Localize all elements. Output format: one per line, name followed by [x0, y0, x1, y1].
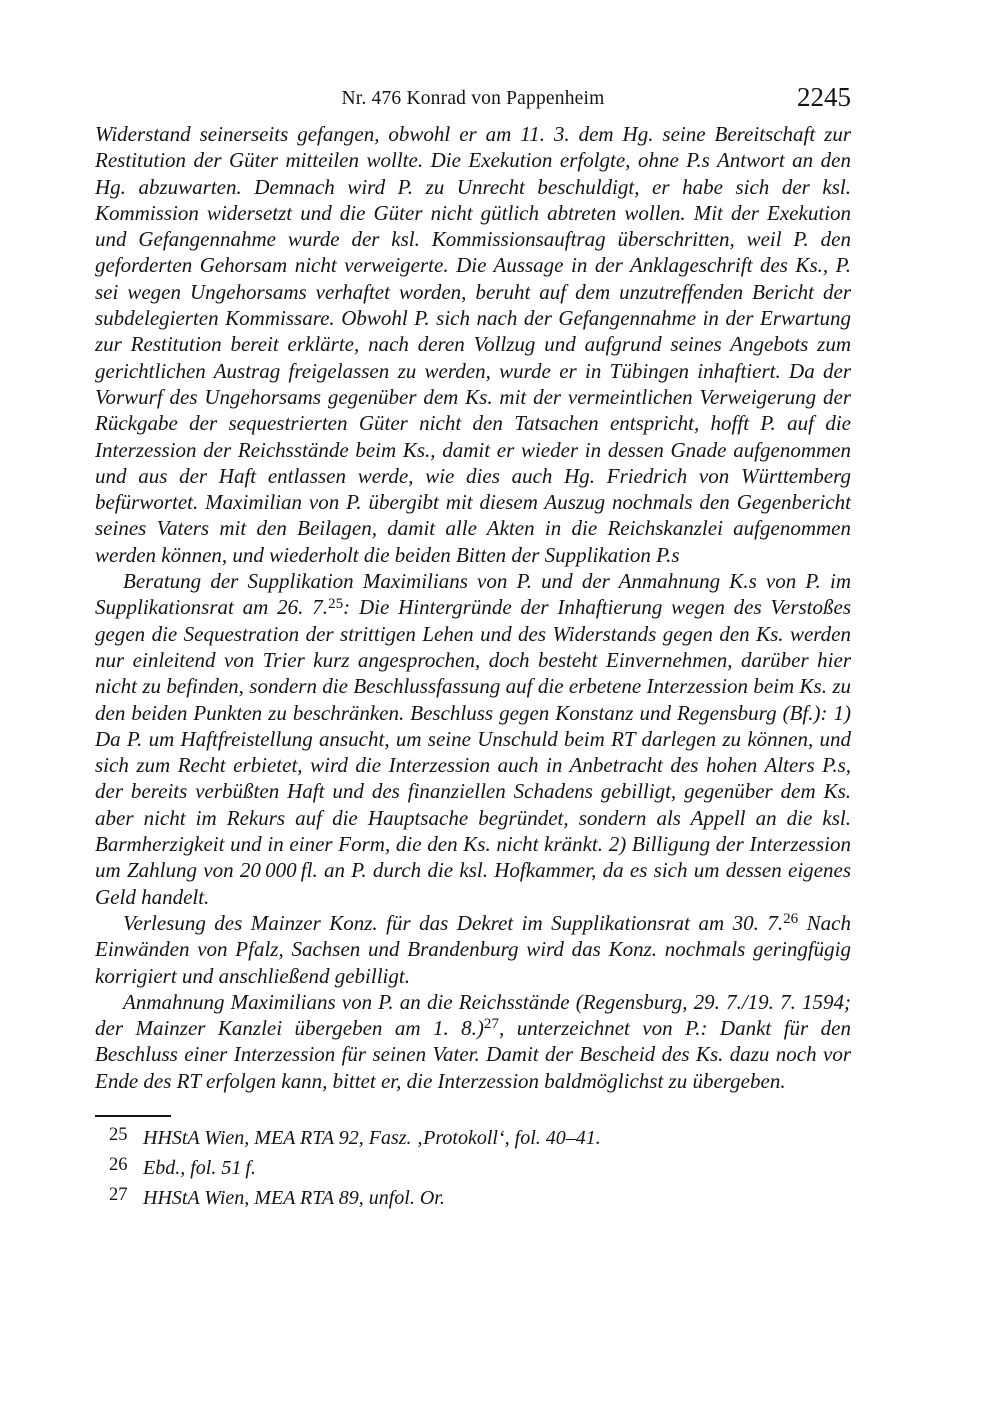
footnote-reference: 27: [483, 1016, 500, 1033]
footnotes-section: [95, 1115, 851, 1214]
paragraph-regest-continuation: Widerstand seinerseits gefangen, obwohl er am 11. 3. dem Hg. seine Bereitschaft zur Restitution der Güter mitteilen wollte. Die Exekution erfolgte, ohne P.s Antwort an den Hg. abzuwarten. Demnach wird P. zu Unrecht beschuldigt, er habe sich der ksl. Kommission widersetzt und die Güter nicht gütlich abtreten wollen. Mit der Exekution und Gefangennahme wurde der ksl. Kommissionsauftrag überschritten, weil P. den geforderten Gehorsam nicht verweigerte. Die Aussage in der Anklageschrift des Ks., P. sei wegen Ungehorsams verhaftet worden, beruht auf dem unzutreffenden Bericht der subdelegierten Kommissare. Obwohl P. sich nach der Gefangennahme in der Erwartung zur Restitution bereit erklärte, nach deren Vollzug und aufgrund seines Angebots zum gerichtlichen Austrag freigelassen zu werden, wurde er in Tübingen inhaftiert. Da der Vorwurf des Ungehorsams gegenüber dem Ks. mit der vermeintlichen Verweigerung der Rückgabe der sequestrierten Güter nicht den Tatsachen entspricht, hofft P. auf die Interzession der Reichsstände beim Ks., damit er wieder in dessen Gnade aufgenommen und aus der Haft entlassen werde, wie dies auch Hg. Friedrich von Württemberg befürwortet. Maximilian von P. übergibt mit diesem Auszug nochmals den Gegenbericht seines Vaters mit den Beilagen, damit alle Akten in die Reichskanzlei aufgenommen werden können, und wiederholt die beiden Bitten der Supplikation P.s: [95, 122, 851, 567]
footnote-reference: 25: [328, 595, 344, 612]
footnote-number: 26: [109, 1154, 128, 1175]
footnote-27: [95, 1184, 851, 1214]
running-header-title: Nr. 476 Konrad von Pappenheim: [341, 88, 605, 109]
paragraph-anmahnung-maximilians: Anmahnung Maximilians von P. an die Reichsstände (Regensburg, 29. 7./19. 7. 1594; der Mainzer Kanzlei übergeben am 1. 8.)$^{27}$, unterzeichnet von P.: Dankt für den Beschluss einer Interzession für seinen Vater. Damit der Bescheid des Ks. dazu noch vor Ende des RT erfolgen kann, bittet er, die Interzession baldmöglichst zu übergeben.: [95, 989, 851, 1093]
footnote-number: 25: [109, 1124, 128, 1145]
footnote-reference: 26: [783, 911, 799, 928]
paragraph-beratung-supplikationsrat: Beratung der Supplikation Maximilians von P. und der Anmahnung K.s von P. im Supplikationsrat am 26. 7.25: Die Hintergründe der Inhaftierung wegen des Verstoßes gegen die Sequestration der strittigen Lehen und des Widerstands gegen den Ks. werden nur einleitend von Trier kurz angesprochen, doch besteht Einvernehmen, darüber hier nicht zu befinden, sondern die Beschlussfassung auf die erbetene Interzession beim Ks. zu den beiden Punkten zu beschränken. Beschluss gegen Konstanz und Regensburg (Bf.): 1) Da P. um Haftfreistellung ansucht, um seine Unschuld beim RT darlegen zu können, und sich zum Recht erbietet, wird die Interzession auch in Anbetracht des hohen Alters P.s, der bereits verbüßten Haft und des finanziellen Schadens gebilligt, gegenüber dem Ks. aber nicht im Rekurs auf die Hauptsache begründet, sondern als Appell an die ksl. Barmherzigkeit und in einer Form, die den Ks. nicht kränkt. 2) Billigung der Interzession um Zahlung von 20 000 fl. an P. durch die ksl. Hofkammer, da es sich um dessen eigenes Geld handelt.: [95, 569, 851, 909]
footnote-text: HHStA Wien, MEA RTA 89, unfol. Or.: [143, 1186, 445, 1209]
footnote-text: HHStA Wien, MEA RTA 92, Fasz. ‚Protokoll‘, fol. 40–41.: [143, 1126, 601, 1149]
page-number: 2245: [797, 82, 851, 112]
text-column: [95, 0, 851, 1214]
footnote-separator-rule: [95, 1115, 171, 1117]
footnote-text: Ebd., fol. 51 f.: [143, 1156, 256, 1179]
page-body: [95, 121, 851, 1094]
running-header: [95, 80, 851, 110]
paragraph-verlesung-konzept: Verlesung des Mainzer Konz. für das Dekret im Supplikationsrat am 30. 7.26 Nach Einwänden von Pfalz, Sachsen und Brandenburg wird das Konz. nochmals geringfügig korrigiert und anschließend gebilligt.: [95, 910, 851, 988]
footnote-25: [95, 1124, 851, 1154]
footnote-26: [95, 1154, 851, 1184]
footnote-number: 27: [109, 1184, 128, 1205]
